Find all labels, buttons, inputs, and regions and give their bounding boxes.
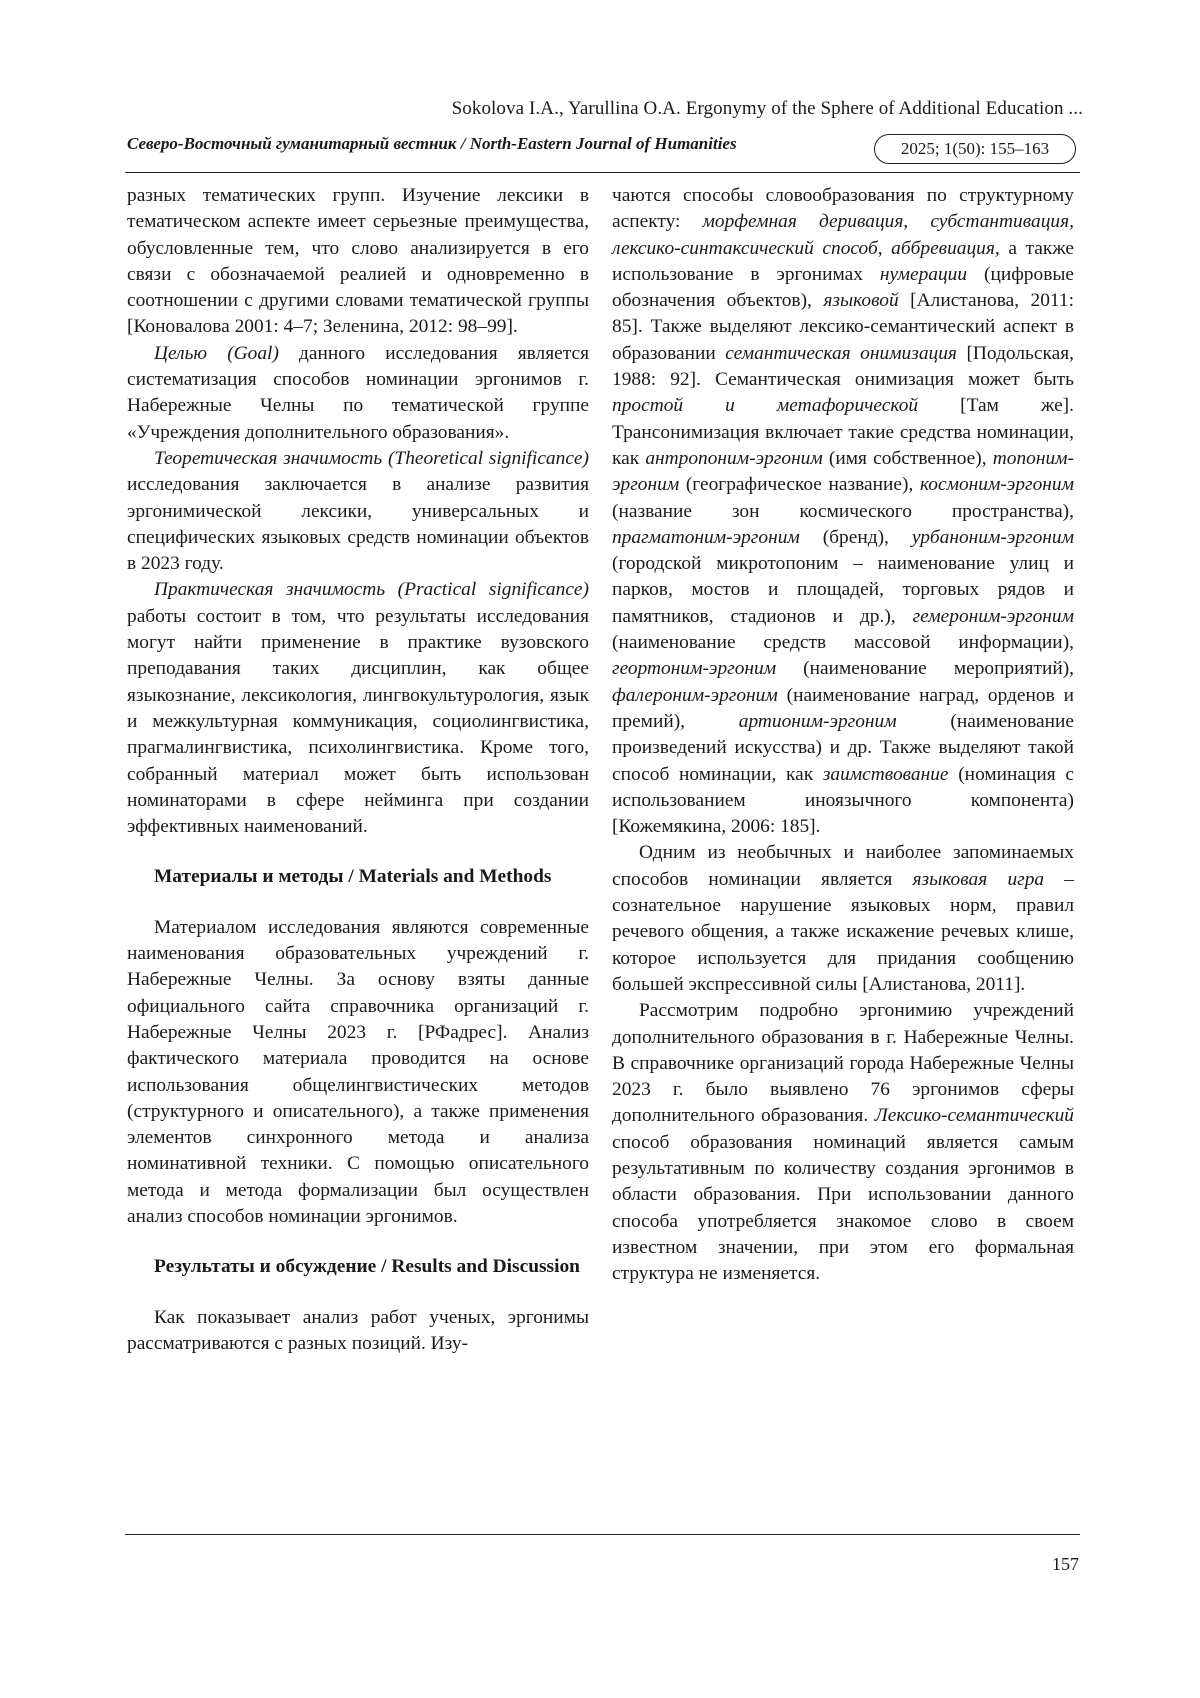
paragraph-language-game [612,840,1074,998]
text-run: (географическое название), [679,474,920,496]
text-run: (городской микротопоним – наименование улиц и парков, мостов и площадей, торговых рядов и памятников, стадионов и др.), [612,553,1074,627]
footer-rule [125,1534,1080,1535]
text-run: , [1069,211,1074,233]
header-rule [125,172,1080,173]
page-number: 157 [1052,1554,1079,1574]
section-heading-results: Результаты и обсуждение / Results and Discussion [154,1256,580,1278]
text-run: , [877,237,892,259]
emphasis: артионим-эргоним [738,710,897,732]
paragraph-text: работы состоит в том, что результаты исследования могут найти применение в практике вузовского преподавания таких дисциплин, как общее языкознание, лексикология, лингвокультурология, язык и межкультурная коммуникация, социолингвистика, прагмалингвистика, психолингвистика. Кроме того, собранный материал может быть использован номинаторами в сфере нейминга при создании эффективных наименований. [127,605,589,838]
emphasis: лексико-синтаксический способ [612,237,878,259]
text-run: [Там же]. Трансонимизация включает такие средства номинации, как [612,395,1074,469]
emphasis: урбаноним-эргоним [911,526,1074,548]
emphasis: Теоретическая значимость (Theoretical significance) [154,447,589,469]
emphasis: топоним-эргоним [612,447,1074,496]
emphasis: Целью (Goal) [154,342,279,364]
paragraph-practical [127,577,589,840]
paragraph-text: исследования заключается в анализе развития эргонимической лексики, универсальных и специфических языковых средств номинации объектов в 2023 году. [127,474,589,575]
emphasis: заимствование [822,763,949,785]
emphasis: аббревиация [891,237,995,259]
emphasis: гемероним-эргоним [912,605,1074,627]
paragraph-ergonymy [612,998,1074,1287]
text-run: Рассмотрим подробно эргонимию учреждений дополнительного образования в г. Набережные Челны. В справочнике организаций города Набережные Челны 2023 г. было выявлено 76 эргонимов сферы дополнительного образования. [612,1000,1074,1127]
text-run: (наименование мероприятий), [776,658,1074,680]
text-run: (название зон космического пространства), [612,500,1074,522]
paragraph-text: данного исследования является систематизация способов номинации эргонимов г. Набережные Челны по тематической группе «Учреждения дополнительного образования». [127,342,589,443]
right-column [612,183,1074,1287]
text-run: способ образования номинаций является самым результативным по количеству создания эргонимов в области образования. При использовании данного способа употребляется знакомое слово в своем известном значении, при этом его формальная структура не изменяется. [612,1131,1074,1285]
section-heading-methods: Материалы и методы / Materials and Methods [154,866,552,888]
text-run: (наименование наград, орденов и премий), [612,684,1074,732]
emphasis: прагматоним-эргоним [612,526,800,548]
text-run: , а также использование в эргонимах [612,237,1075,285]
emphasis: субстантивация [930,211,1070,233]
paragraph-goal [127,341,589,446]
text-run: (наименование произведений искусства) и др. Также выделяют такой способ номинации, как [612,710,1074,785]
text-run: (цифровые обозначения объектов), [612,263,1074,312]
emphasis: Практическая значимость (Practical significance) [154,579,589,601]
paragraph: Как показывает анализ работ ученых, эргонимы рассматриваются с разных позиций. Изу- [127,1306,589,1354]
emphasis: фалероним-эргоним [612,684,778,706]
emphasis: языковой [823,290,899,312]
text-run: (номинация с использованием иноязычного компонента) [Кожемякина, 2006: 185]. [612,763,1074,838]
text-run: (наименование средств массовой информации), [612,632,1074,654]
emphasis: языковая игра [912,868,1045,890]
paragraph-methods-list [612,183,1074,840]
issue-badge: 2025; 1(50): 155–163 [874,134,1076,164]
emphasis: геортоним-эргоним [612,658,777,680]
text-run: Одним из необычных и наиболее запоминаемых способов номинации является [612,842,1074,890]
text-run: – сознательное нарушение языковых норм, правил речевого общения, а также искажение речевых клише, которое используется для придания сообщению большей экспрессивной силы [Алистанова, 2011]. [612,868,1075,995]
left-column [127,183,589,1357]
emphasis: Лексико-семантический [874,1105,1074,1127]
emphasis: морфемная деривация [702,211,904,233]
paragraph-theoretical [127,446,589,577]
emphasis: семантическая онимизация [725,342,957,364]
text-run: (имя собственное), [822,447,993,469]
text-run: [Алистанова, 2011: 85]. Также выделяют лексико-семантический аспект в образовании [612,290,1074,364]
text-run: чаются способы словообразования по структурному аспекту: [612,185,1074,233]
text-run: , [903,211,931,233]
journal-title: Северо-Восточный гуманитарный вестник / North-Eastern Journal of Humanities [127,134,737,153]
paragraph: Материалом исследования являются современные наименования образовательных учреждений г. Набережные Челны. За основу взяты данные официального сайта справочника организаций г. Набережные Челны 2023 г. [РФадрес]. Анализ фактического материала проводится на основе использования общелингвистических методов (структурного и описательного), а также применения элементов синхронного метода и анализа номинативной техники. С помощью описательного метода и метода формализации был осуществлен анализ способов номинации эргонимов. [127,916,589,1227]
paragraph: разных тематических групп. Изучение лексики в тематическом аспекте имеет серьезные преимущества, обусловленные тем, что слово анализируется в его связи с обозначаемой реалией и одновременно в соотношении с другими словами тематической группы [Коновалова 2001: 4–7; Зеленина, 2012: 98–99]. [127,185,589,338]
running-title: Sokolova I.A., Yarullina O.A. Ergonymy of the Sphere of Additional Education ... [451,98,1083,119]
emphasis: антропоним-эргоним [645,447,823,469]
emphasis: космоним-эргоним [919,474,1074,496]
text-run: [Подольская, 1988: 92]. Семантическая онимизация может быть [612,342,1074,391]
text-run: (бренд), [799,526,912,548]
emphasis: простой и метафорической [612,395,919,417]
emphasis: нумерации [879,263,968,285]
